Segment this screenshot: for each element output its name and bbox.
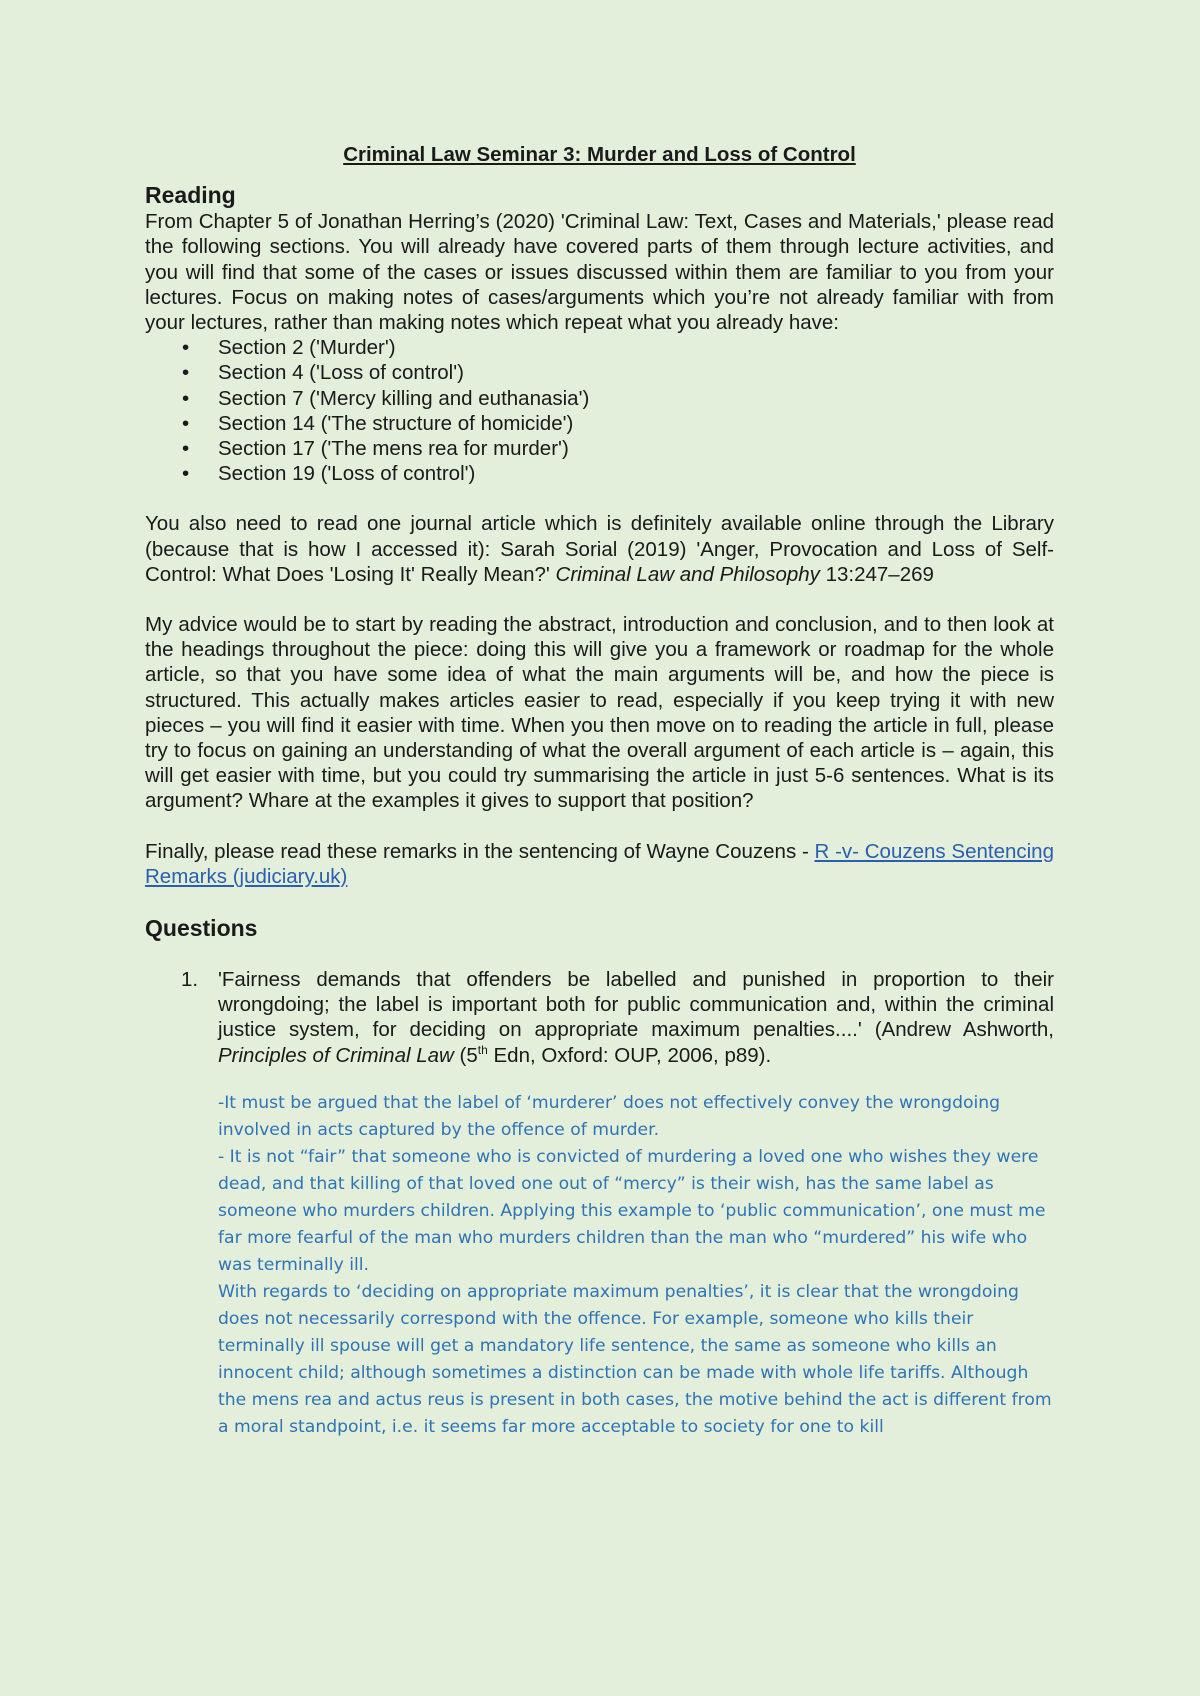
bullet-icon: • bbox=[182, 411, 190, 435]
list-item: • Section 19 ('Loss of control') bbox=[182, 462, 476, 486]
bullet-icon: • bbox=[182, 336, 190, 360]
reading-intro: From Chapter 5 of Jonathan Herring’s (2020) 'Criminal Law: Text, Cases and Materials,' please read the following sections. You will already have covered parts of them through lecture activities, and you will find that some of the cases or issues discussed within them are familiar to you from your lectures. Focus on making notes of cases/arguments which you’re not already familiar with from your lectures, rather than making notes which repeat what you already have: bbox=[145, 210, 1054, 335]
sentencing-remarks-paragraph: Finally, please read these remarks in the sentencing of Wayne Couzens - R -v- Couzens Sentencing Remarks (judiciary.uk) bbox=[145, 839, 1054, 888]
list-item: • Section 7 ('Mercy killing and euthanasia') bbox=[182, 386, 590, 410]
list-item: • Section 4 ('Loss of control') bbox=[182, 361, 464, 385]
bullet-icon: • bbox=[182, 386, 190, 410]
list-item: • Section 2 ('Murder') bbox=[182, 336, 396, 360]
document-page bbox=[145, 142, 1054, 1441]
reading-advice-paragraph: My advice would be to start by reading the abstract, introduction and conclusion, and to then look at the headings throughout the piece: doing this will give you a framework or roadmap for the whole article, so that you have some idea of what the main arguments will be, and how the piece is structured. This actually makes articles easier to read, especially if you keep trying it with new pieces – you will find it easier with time. When you then move on to reading the article in full, please try to focus on gaining an understanding of what the overall argument of each article is – again, this will get easier with time, but you could try summarising the article in just 5-6 sentences. What is its argument? Whare at the examples it gives to support that position? bbox=[145, 613, 1054, 813]
questions-heading: Questions bbox=[145, 915, 258, 942]
couzens-sentencing-link[interactable]: R -v- Couzens Sentencing Remarks (judiciary.uk) bbox=[145, 839, 1054, 888]
reading-heading: Reading bbox=[145, 182, 236, 209]
bullet-icon: • bbox=[182, 361, 190, 385]
questions-list bbox=[145, 967, 1054, 1068]
answer-paragraph: With regards to ‘deciding on appropriate maximum penalties’, it is clear that the wrongdoing does not necessarily correspond with the offence. For example, someone who kills their terminally ill spouse will get a mandatory life sentence, the same as someone who kills an innocent child; although sometimes a distinction can be made with whole life tariffs. Although the mens rea and actus reus is present in both cases, the motive behind the act is different from a moral standpoint, i.e. it seems far more acceptable to society for one to kill bbox=[218, 1281, 1052, 1437]
reading-sections-list bbox=[145, 335, 1054, 486]
journal-article-paragraph: You also need to read one journal article which is definitely available online through the Library (because that is how I accessed it): Sarah Sorial (2019) 'Anger, Provocation and Loss of Self-Control: What Does 'Losing It' Really Mean?' Criminal Law and Philosophy 13:247–269 bbox=[145, 512, 1054, 586]
journal-title: Criminal Law and Philosophy bbox=[555, 562, 820, 586]
list-item: • Section 14 ('The structure of homicide') bbox=[182, 411, 574, 435]
question-number: 1. bbox=[181, 968, 199, 992]
list-item: • Section 17 ('The mens rea for murder') bbox=[182, 437, 569, 461]
question-quote: 'Fairness demands that offenders be labelled and punished in proportion to their wrongdoing; the label is important both for public communication and, within the criminal justice system, for deciding on appropriate maximum penalties....' (Andrew Ashworth, Principles of Criminal Law (5th Edn, Oxford: OUP, 2006, p89). bbox=[218, 968, 1054, 1067]
document-title: Criminal Law Seminar 3: Murder and Loss of Control bbox=[343, 143, 856, 166]
student-answer bbox=[145, 1090, 1054, 1441]
bullet-icon: • bbox=[182, 462, 190, 486]
question-item bbox=[181, 967, 1054, 1068]
book-title: Principles of Criminal Law bbox=[218, 1043, 454, 1067]
answer-paragraph: -It must be argued that the label of ‘murderer’ does not effectively convey the wrongdoing involved in acts captured by the offence of murder. bbox=[218, 1092, 1001, 1140]
answer-paragraph: - It is not “fair” that someone who is convicted of murdering a loved one who wishes they were dead, and that killing of that loved one out of “mercy” is their wish, has the same label as someone who murders children. Applying this example to ‘public communication’, one must me far more fearful of the man who murders children than the man who “murdered” his wife who was terminally ill. bbox=[218, 1146, 1046, 1275]
bullet-icon: • bbox=[182, 437, 190, 461]
